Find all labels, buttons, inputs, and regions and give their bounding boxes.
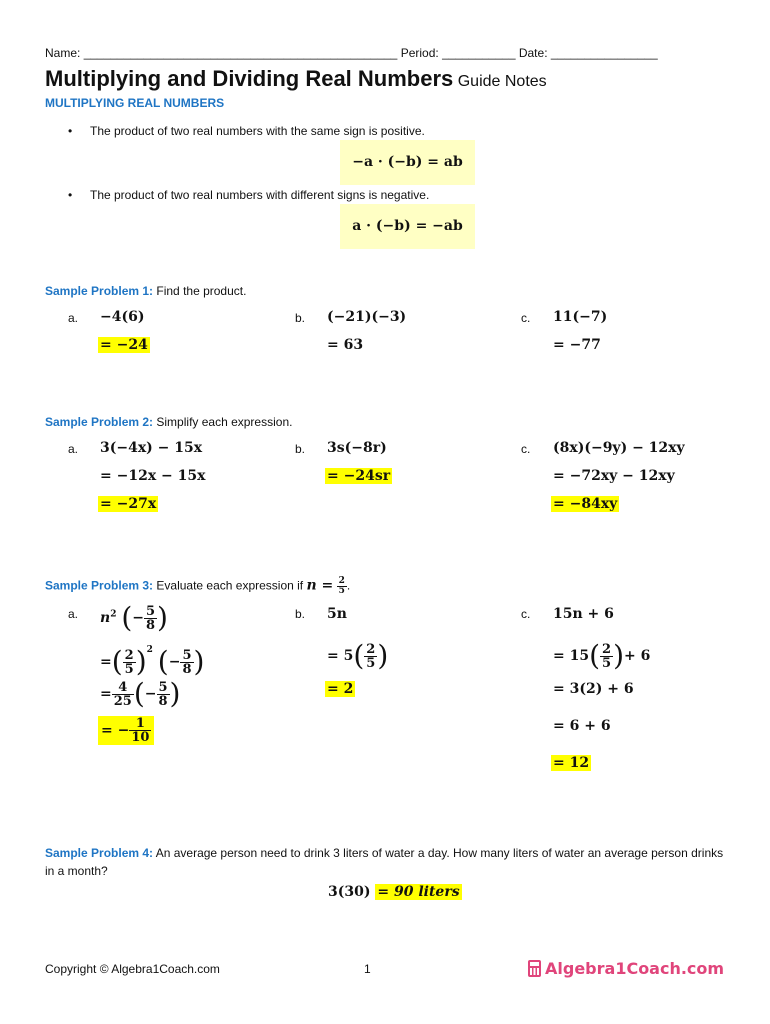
- title-main: Multiplying and Dividing Real Numbers: [45, 66, 454, 91]
- sp4-work: [328, 884, 462, 900]
- sp1a-answer: = −24: [100, 337, 148, 353]
- sp3a-expr: $n^2$ (− $\frac{5}{8}$ ): [100, 601, 168, 634]
- sp1b-answer: = 63: [327, 337, 364, 353]
- sp3-label: Sample Problem 3:: [45, 578, 154, 593]
- rule-1-box: [340, 140, 475, 185]
- sp2c-expr: (8x)(−9y) − 12xy: [553, 440, 685, 456]
- header-fields: [45, 46, 658, 60]
- rule-1-formula: −a · (−b) = ab: [352, 154, 463, 170]
- rule-2-text: The product of two real numbers with different signs is negative.: [90, 188, 430, 202]
- section-heading: MULTIPLYING REAL NUMBERS: [45, 96, 225, 110]
- date-blank: ________________: [550, 46, 658, 60]
- rule-1-text: The product of two real numbers with the same sign is positive.: [90, 124, 425, 138]
- sp2c-step: = −72xy − 12xy: [553, 468, 675, 484]
- sp3-heading: Sample Problem 3: Evaluate each expression if n = $\frac{2}{5}$ .: [45, 576, 351, 596]
- sp3b-letter: b.: [295, 607, 306, 621]
- sp1a-letter: a.: [68, 311, 79, 325]
- sp3-var: n =: [306, 577, 334, 594]
- sp3b-answer: = 2: [327, 681, 354, 697]
- sp1b-expr: (−21)(−3): [327, 309, 407, 325]
- sp1-heading: [45, 284, 246, 298]
- sp2b-expr: 3s(−8r): [327, 440, 387, 456]
- name-blank: _______________________________________________: [83, 46, 398, 60]
- sp2a-letter: a.: [68, 442, 79, 456]
- copyright: Copyright © Algebra1Coach.com: [45, 962, 220, 976]
- sp3c-step3: = 6 + 6: [553, 718, 611, 734]
- date-label: Date:: [518, 46, 548, 60]
- bullet-icon: •: [68, 124, 73, 138]
- period-label: Period:: [400, 46, 439, 60]
- sp4-expr: 3(30): [328, 884, 371, 900]
- sp2a-answer: = −27x: [100, 496, 157, 512]
- sp2b-answer: = −24sr: [327, 468, 391, 484]
- sp2-heading: [45, 415, 292, 429]
- sp3c-step1: = 15( $\frac{2}{5}$ )+ 6: [553, 639, 651, 672]
- sp1-prompt: Find the product.: [156, 284, 247, 298]
- sp3a-letter: a.: [68, 607, 79, 621]
- sp2c-answer: = −84xy: [553, 496, 618, 512]
- sp2a-expr: 3(−4x) − 15x: [100, 440, 203, 456]
- sp2a-step: = −12x − 15x: [100, 468, 206, 484]
- sp3b-step: = 5( $\frac{2}{5}$ ): [327, 639, 389, 672]
- page-title: [45, 66, 547, 92]
- sp3-value: $\frac{2}{5}$: [338, 576, 345, 596]
- sp3c-step2: = 3(2) + 6: [553, 681, 634, 697]
- rule-2-box: [340, 204, 475, 249]
- sp3c-expr: 15n + 6: [553, 606, 614, 622]
- sp1b-letter: b.: [295, 311, 306, 325]
- sp3c-answer: = 12: [553, 755, 590, 771]
- sp3a-step2: = $\frac{4}{25}$ (− $\frac{5}{8}$ ): [100, 677, 181, 710]
- sp3a-answer: = − $\frac{1}{10}$: [98, 716, 154, 745]
- bullet-icon: •: [68, 188, 73, 202]
- sp3b-expr: 5n: [327, 606, 347, 622]
- sp3c-letter: c.: [521, 607, 531, 621]
- sp1-label: Sample Problem 1:: [45, 284, 154, 298]
- sp3-prompt: Evaluate each expression if: [156, 578, 304, 593]
- period-blank: ___________: [442, 46, 516, 60]
- sp4-answer: = 90 liters: [377, 884, 460, 900]
- sp1c-expr: 11(−7): [553, 309, 608, 325]
- sp1c-answer: = −77: [553, 337, 601, 353]
- sp1c-letter: c.: [521, 311, 531, 325]
- rule-2-formula: a · (−b) = −ab: [352, 218, 463, 234]
- footer-logo: [528, 959, 724, 978]
- sp2-label: Sample Problem 2:: [45, 415, 154, 429]
- title-sub: Guide Notes: [457, 73, 547, 90]
- sp4-heading: [45, 844, 735, 880]
- sp4-prompt: An average person need to drink 3 liters of water a day. How many liters of water an average person drinks in a month?: [45, 846, 724, 878]
- sp1a-expr: −4(6): [100, 309, 145, 325]
- sp2-prompt: Simplify each expression.: [156, 415, 293, 429]
- calculator-icon: [528, 960, 541, 977]
- sp3a-step1: =( $\frac{2}{5}$ )$^2$ (− $\frac{5}{8}$ ): [100, 645, 205, 678]
- name-label: Name:: [45, 46, 81, 60]
- sp2c-letter: c.: [521, 442, 531, 456]
- sp2b-letter: b.: [295, 442, 306, 456]
- sp4-label: Sample Problem 4:: [45, 846, 154, 860]
- page-number: 1: [364, 962, 371, 976]
- logo-text: Algebra1Coach.com: [545, 959, 725, 978]
